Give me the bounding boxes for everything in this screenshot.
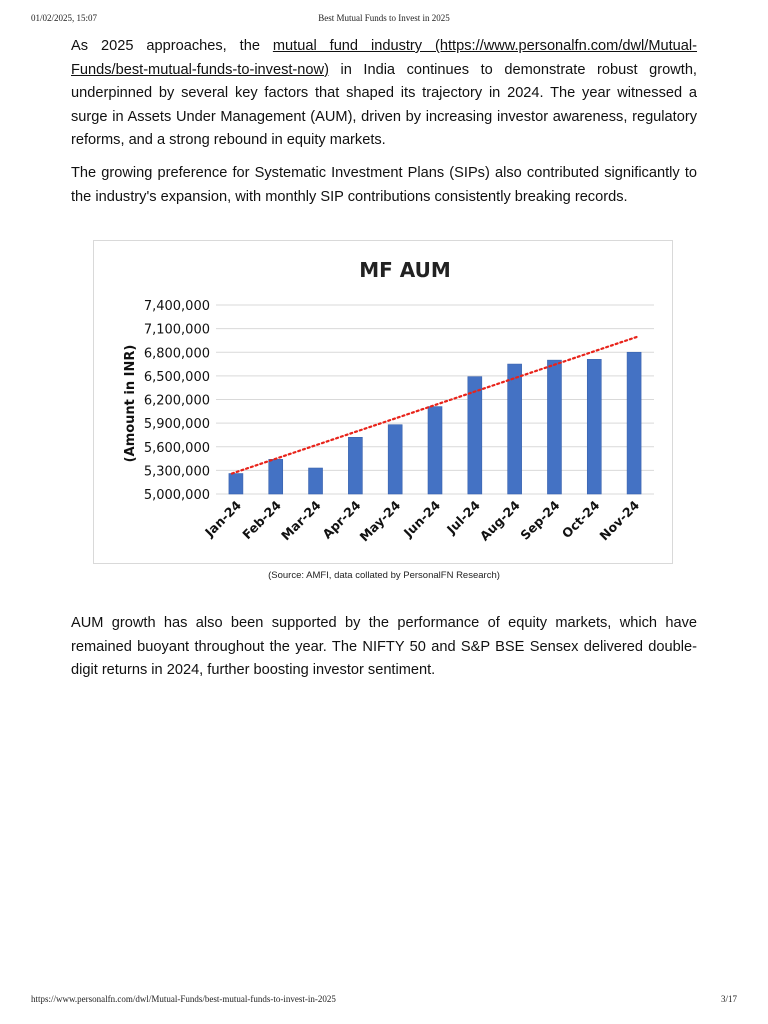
chart-caption: (Source: AMFI, data collated by PersonalFN Research) xyxy=(268,570,500,581)
y-tick-label: 5,300,000 xyxy=(143,464,210,480)
x-tick-label: Sep-24 xyxy=(517,497,563,543)
article-body xyxy=(71,35,697,218)
x-tick-label: Jul-24 xyxy=(443,497,483,537)
y-tick-label: 6,500,000 xyxy=(143,369,210,385)
y-tick-label: 7,400,000 xyxy=(143,299,210,314)
intro-text-end: in India continues to demonstrate robust growth, underpinned by several key factors that shaped its trajectory in 2024. The year witnessed a surge in Assets Under Management (AUM), driven by increasing investor awareness, regulatory reforms, and a strong rebound in equity markets. xyxy=(71,61,697,149)
bar-Aug-24 xyxy=(508,364,522,494)
x-tick-label: Aug-24 xyxy=(476,497,523,544)
bar-May-24 xyxy=(388,425,402,494)
x-tick-label: Mar-24 xyxy=(277,497,324,544)
y-tick-label: 7,100,000 xyxy=(143,322,210,338)
bar-Apr-24 xyxy=(348,437,362,494)
mutual-fund-industry-link[interactable]: mutual fund industry (https://www.personalfn.com/dwl/Mutual-Funds/best-mutual-funds-to-invest-now) xyxy=(71,38,698,78)
bar-Oct-24 xyxy=(587,359,601,494)
print-url: https://www.personalfn.com/dwl/Mutual-Funds/best-mutual-funds-to-invest-in-2025 xyxy=(31,994,336,1004)
article-continued xyxy=(71,612,697,692)
print-datetime: 01/02/2025, 15:07 xyxy=(31,13,98,23)
x-tick-label: Apr-24 xyxy=(319,497,364,542)
paragraph-intro xyxy=(71,35,697,153)
x-tick-label: Jan-24 xyxy=(201,497,245,540)
x-tick-label: Feb-24 xyxy=(239,497,284,543)
print-page-title: Best Mutual Funds to Invest in 2025 xyxy=(318,13,450,23)
bar-Mar-24 xyxy=(309,468,323,494)
print-page-number: 3/17 xyxy=(720,994,737,1004)
bar-Jun-24 xyxy=(428,407,442,494)
chart-title: MF AUM xyxy=(359,258,451,282)
x-tick-label: Nov-24 xyxy=(596,497,643,544)
y-tick-label: 5,900,000 xyxy=(143,417,210,433)
x-tick-label: Oct-24 xyxy=(558,497,603,542)
paragraph-equity: AUM growth has also been supported by the performance of equity markets, which have remained buoyant throughout the year. The NIFTY 50 and S&P BSE Sensex delivered double-digit returns in 2024, further boosting investor sentiment. xyxy=(71,615,697,679)
chart-svg xyxy=(94,241,674,565)
paragraph-sip: The growing preference for Systematic Investment Plans (SIPs) also contributed significantly to the industry's expansion, with monthly SIP contributions consistently breaking records. xyxy=(71,164,697,205)
y-tick-label: 6,200,000 xyxy=(143,393,210,409)
y-tick-label: 6,800,000 xyxy=(143,346,210,362)
y-tick-label: 5,600,000 xyxy=(143,440,210,456)
bar-Sep-24 xyxy=(547,360,561,494)
y-axis-label: (Amount in INR) xyxy=(123,344,138,463)
bar-Jan-24 xyxy=(229,474,243,494)
x-tick-label: May-24 xyxy=(356,497,404,545)
intro-text-start: As 2025 approaches, the xyxy=(71,38,273,54)
print-footer xyxy=(0,994,768,1006)
bar-Nov-24 xyxy=(627,352,641,494)
mf-aum-chart xyxy=(93,240,673,564)
print-header xyxy=(0,13,768,25)
x-tick-label: Jun-24 xyxy=(400,497,444,540)
bar-Feb-24 xyxy=(269,459,283,494)
y-tick-label: 5,000,000 xyxy=(143,488,210,503)
